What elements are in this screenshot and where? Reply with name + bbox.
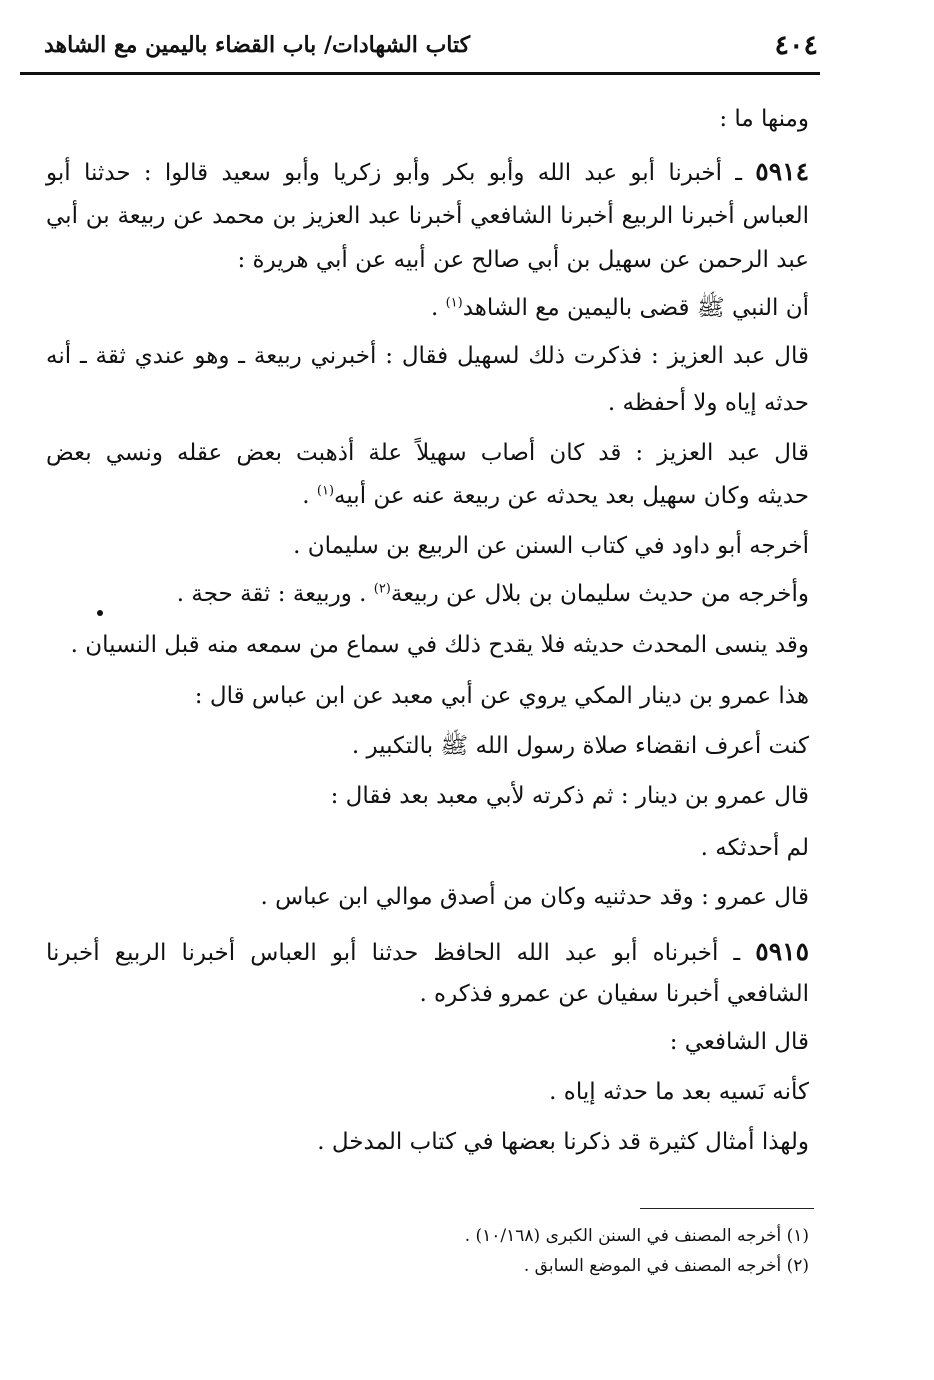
footnote-ref: (٢) [373,581,391,597]
footnote-ref: (١) [445,295,463,311]
text-line: قال الشافعي : [669,1029,809,1055]
text-line: أخرجه أبو داود في كتاب السنن عن الربيع بن سليمان . [293,533,809,559]
text-run: . [302,483,310,509]
ink-speck [97,610,103,616]
text-line: حدثه إياه ولا أحفظه . [607,390,809,416]
footnote-rule [640,1208,814,1209]
text-line: وقد ينسى المحدث حديثه فلا يقدح ذلك في سماع من سمعه منه قبل النسيان . [70,632,809,658]
text-run: حديثه وكان سهيل بعد يحدثه عن ربيعة عنه عن أبيه [334,483,809,509]
text-line: ولهذا أمثال كثيرة قد ذكرنا بعضها في كتاب المدخل . [317,1129,809,1155]
footnote-1: (١) أخرجه المصنف في السنن الكبرى (١٠/١٦٨) . [464,1226,809,1246]
hadith-5914-line [46,157,809,188]
text-line [177,581,809,609]
text-line [302,483,809,511]
text-line [431,295,809,323]
page-header [44,30,818,70]
header-rule [20,72,820,75]
text-line: هذا عمرو بن دينار المكي يروي عن أبي معبد عن ابن عباس قال : [194,683,809,709]
text-line: لم أحدثكه . [700,835,809,861]
text-line: ـ أخبرنا أبو عبد الله وأبو بكر وأبو زكريا وأبو سعيد قالوا : حدثنا أبو [46,160,742,186]
text-line: كنت أعرف انقضاء صلاة رسول الله ﷺ بالتكبير . [351,733,809,759]
hadith-number: ٥٩١٥ [755,937,809,966]
text-run: وأخرجه من حديث سليمان بن بلال عن ربيعة [390,581,809,607]
page-number: ٤٠٤ [774,30,818,61]
text-run: . [430,295,439,321]
text-line: قال عبد العزيز : فذكرت ذلك لسهيل فقال : أخبرني ربيعة ـ وهو عندي ثقة ـ أنه [46,343,809,369]
footnote-2: (٢) أخرجه المصنف في الموضع السابق . [523,1256,809,1276]
text-line: كأنه نَسيه بعد ما حدثه إياه . [549,1079,809,1105]
text-line: قال عبد العزيز : قد كان أصاب سهيلاً علة أذهبت بعض عقله ونسي بعض [46,440,809,466]
text-line: ـ أخبرناه أبو عبد الله الحافظ حدثنا أبو العباس أخبرنا الربيع أخبرنا [46,940,741,966]
text-line: الشافعي أخبرنا سفيان عن عمرو فذكره . [419,981,809,1007]
hadith-number: ٥٩١٤ [755,157,809,186]
text-line: ومنها ما : [719,106,809,132]
text-line: قال عمرو بن دينار : ثم ذكرته لأبي معبد بعد فقال : [330,783,809,809]
text-run: . وربيعة : ثقة حجة . [176,581,367,607]
text-line: العباس أخبرنا الربيع أخبرنا الشافعي أخبرنا عبد العزيز بن محمد عن ربيعة بن أبي [46,203,809,229]
running-title: كتاب الشهادات/ باب القضاء باليمين مع الشاهد [44,32,471,58]
text-line: قال عمرو : وقد حدثنيه وكان من أصدق موالي ابن عباس . [260,884,809,910]
text-run: أن النبي ﷺ قضى باليمين مع الشاهد [462,295,809,321]
text-line: عبد الرحمن عن سهيل بن أبي صالح عن أبيه عن أبي هريرة : [237,247,809,273]
hadith-5915-line [46,937,809,968]
footnote-ref: (١) [316,483,335,499]
